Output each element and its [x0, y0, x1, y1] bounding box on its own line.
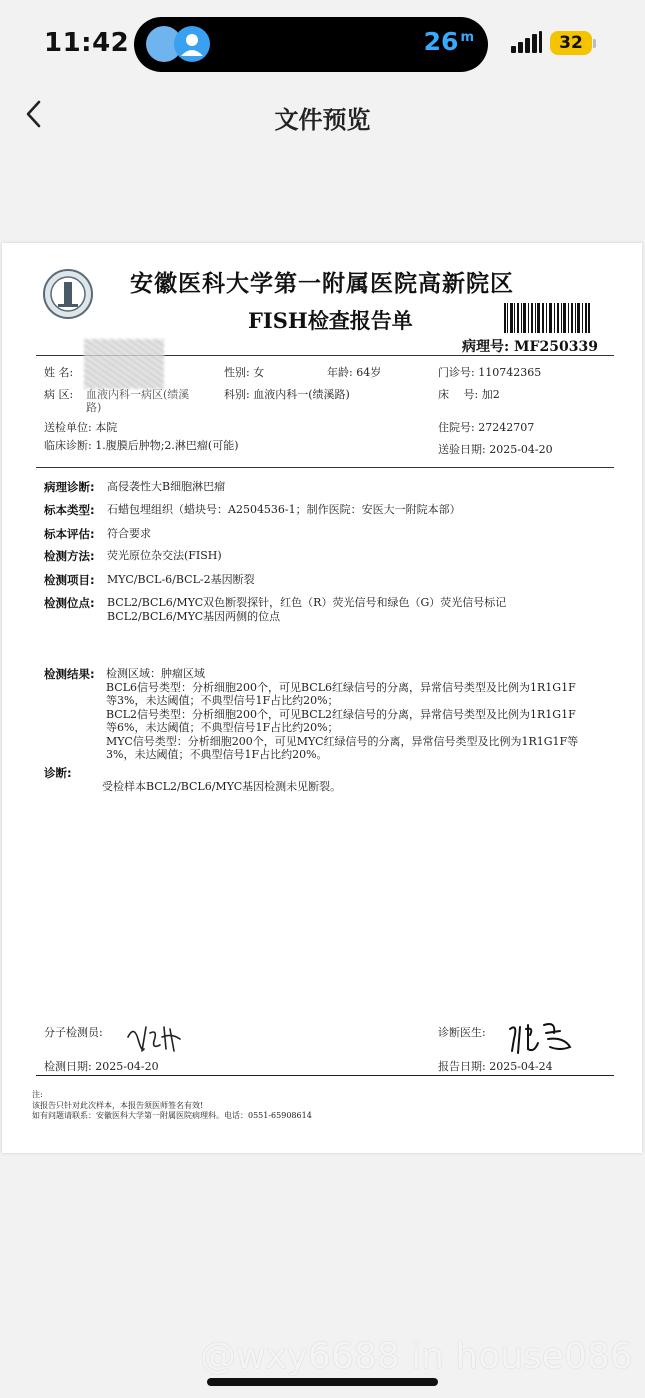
cellular-signal-icon — [511, 31, 545, 53]
footer-notes — [32, 1090, 312, 1122]
island-distance: 26 $^m$ — [423, 27, 474, 56]
result-line: 等6%，未达阈值；不典型信号1F占比约20%； — [106, 721, 339, 734]
name-label: 姓 名: — [44, 366, 74, 379]
status-bar — [0, 0, 645, 90]
sender-unit: 送检单位: 本院 — [44, 421, 118, 434]
status-time: 11:42 — [44, 28, 130, 58]
result-line: 等3%，未达阈值；不典型信号1F占比约20%； — [106, 694, 339, 707]
note-line: 该报告只针对此次样本，本报告须医师签名有效! — [32, 1100, 204, 1110]
divider — [36, 1075, 614, 1076]
report-document[interactable]: 安徽医科大学第一附属医院高新院区 FISH检查报告单 病理号: MF250339 姓 名: 性别: 女 年龄: 64岁 门诊号: 110742365 病 区: 血液内科一病区(绩溪 路) 科别: 血液内科一(绩溪路) 床 号: 加2 送检单位: 本院 住院号: 27242707 临床诊断: 1.腹膜后肿物;2.淋巴瘤(可能) 送验日期: 2025-04-20 病理诊断: 高侵袭性大B细胞淋巴瘤 标本类型: 石蜡包埋组织（蜡块号：A2504536-1；制作医院：安医大一附院本部） 标本评估: 符合要求 检测方法: 荧光原位杂交法(FISH) 检测项目: MYC/BCL-6/BCL-2基因断裂 检测位点: BCL2/BCL6/MYC双色断裂探针，红色（R）荧光信号和绿色（G）荧光信号标记BCL2/BCL6/MYC基因两侧的位点 检测结果: 检测区域：肿瘤区域 BCL6信号类型：分析细胞200个，可见BCL6红绿信号的分离，异常信号类型及比例为1R1G1F 等3%，未达阈值；不典型信号1F占比约20%； BCL2信号类型：分析细胞200个，可见BCL2红绿信号的分离，异常信号类型及比例为1R1G1F 等6%，未达阈值；不典型信号1F占比约20%； MYC信号类型：分析细胞200个，可见MYC红绿信号的分离，异常信号类型及比例为1R1G1F等 3%，未达阈值；不典型信号1F占比约20%。 诊断: 受检样本BCL2/BCL6/MYC基因检测未见断裂。 分子检测员: 诊断医生: 检测日期: 2025-04-20 报告日期: 2025-04-24 注: 该报告只针对此次样本，本报告须医师签名有效! 如有问题请联系：安徽医科大学第一附属医院病理科。电话：0551-65908614 — [2, 243, 642, 1153]
dynamic-island[interactable] — [134, 17, 488, 72]
age: 年龄: 64岁 — [327, 366, 382, 379]
ward-value-2: 路) — [86, 401, 102, 414]
battery-icon: 32 — [550, 31, 592, 55]
tester-signature-icon — [124, 1019, 184, 1058]
result-line: BCL6信号类型：分析细胞200个，可见BCL6红绿信号的分离，异常信号类型及比例为1R1G1F — [106, 680, 576, 694]
result-line: BCL2信号类型：分析细胞200个，可见BCL2红绿信号的分离，异常信号类型及比例为1R1G1F — [106, 707, 576, 721]
page-title: 文件预览 — [274, 106, 371, 134]
report-date: 报告日期: 2025-04-24 — [438, 1060, 553, 1073]
hospital-seal-icon — [42, 268, 94, 320]
diagnosis-text: 受检样本BCL2/BCL6/MYC基因检测未见断裂。 — [102, 780, 342, 793]
test-date: 检测日期: 2025-04-20 — [44, 1060, 159, 1073]
clinical-diagnosis: 临床诊断: 1.腹膜后肿物;2.淋巴瘤(可能) — [44, 439, 239, 452]
ward-value: 血液内科一病区(绩溪 — [86, 388, 190, 401]
section-test-site: 检测位点: BCL2/BCL6/MYC双色断裂探针，红色（R）荧光信号和绿色（G）荧光信号标记BCL2/BCL6/MYC基因两侧的位点 — [44, 596, 507, 623]
barcode-icon — [504, 303, 590, 333]
send-date: 送验日期: 2025-04-20 — [438, 443, 553, 456]
diagnosis-label: 诊断: — [44, 766, 72, 780]
redacted-area — [84, 339, 164, 389]
nav-bar — [0, 90, 645, 140]
divider — [36, 467, 614, 468]
report-title: FISH检查报告单 — [248, 308, 413, 333]
home-indicator[interactable] — [207, 1378, 438, 1386]
doctor-signature-icon — [504, 1019, 576, 1058]
gender: 性别: 女 — [224, 366, 265, 379]
note-line: 注: — [32, 1090, 43, 1099]
result-line: 检测区域：肿瘤区域 — [106, 667, 205, 680]
hospital-name: 安徽医科大学第一附属医院高新院区 — [130, 271, 514, 297]
department: 科别: 血液内科一(绩溪路) — [224, 388, 350, 401]
result-line: 3%，未达阈值；不典型信号1F占比约20%。 — [106, 748, 328, 761]
outpatient-number: 门诊号: 110742365 — [438, 366, 542, 379]
result-line: MYC信号类型：分析细胞200个，可见MYC红绿信号的分离，异常信号类型及比例为1R1G1F等 — [106, 734, 579, 748]
ward-label: 病 区: — [44, 388, 74, 401]
molecular-tester-label: 分子检测员: — [44, 1026, 103, 1039]
inpatient-number: 住院号: 27242707 — [438, 421, 535, 434]
diagnosing-doctor-label: 诊断医生: — [438, 1026, 486, 1039]
note-line: 如有问题请联系：安徽医科大学第一附属医院病理科。电话：0551-65908614 — [32, 1111, 312, 1120]
person-avatar-icon — [174, 26, 210, 62]
watermark: @wxy6688 in house086 — [200, 1336, 633, 1377]
bed-number: 床 号: 加2 — [438, 388, 500, 401]
section-test-result: 检测结果: 检测区域：肿瘤区域 BCL6信号类型：分析细胞200个，可见BCL6红绿信号的分离，异常信号类型及比例为1R1G1F 等3%，未达阈值；不典型信号1F占比约20%； BCL2信号类型：分析细胞200个，可见BCL2红绿信号的分离，异常信号类型及比例为1R1G1F 等6%，未达阈值；不典型信号1F占比约20%； MYC信号类型：分析细胞200个，可见MYC红绿信号的分离，异常信号类型及比例为1R1G1F等 3%，未达阈值；不典型信号1F占比约20%。 — [44, 667, 604, 767]
pathology-number: 病理号: MF250339 — [462, 339, 598, 355]
